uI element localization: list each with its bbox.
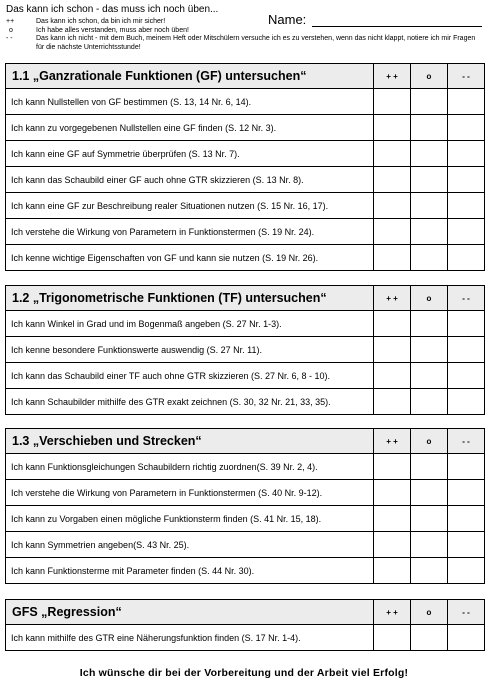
- table-row: [6, 558, 485, 584]
- legend-symbol: o: [9, 26, 13, 34]
- rating-header-minus: - -: [448, 64, 485, 89]
- rating-cell[interactable]: [374, 506, 411, 532]
- rating-cell[interactable]: [411, 480, 448, 506]
- section-table: [5, 599, 485, 651]
- rating-cell[interactable]: [448, 115, 485, 141]
- rating-cell[interactable]: [374, 89, 411, 115]
- item-text: Ich kann zu Vorgaben einen mögliche Funktionsterm finden (S. 41 Nr. 15, 18).: [6, 506, 374, 532]
- rating-cell[interactable]: [448, 193, 485, 219]
- item-text: Ich kann zu vorgegebenen Nullstellen eine GF finden (S. 12 Nr. 3).: [6, 115, 374, 141]
- rating-cell[interactable]: [374, 337, 411, 363]
- rating-cell[interactable]: [448, 167, 485, 193]
- rating-cell[interactable]: [448, 454, 485, 480]
- legend-row: [6, 27, 484, 36]
- rating-cell[interactable]: [411, 219, 448, 245]
- rating-header-minus: - -: [448, 429, 485, 454]
- rating-cell[interactable]: [411, 89, 448, 115]
- rating-cell[interactable]: [374, 311, 411, 337]
- table-row: [6, 625, 485, 651]
- rating-cell[interactable]: [374, 389, 411, 415]
- rating-header-o: o: [411, 64, 448, 89]
- item-text: Ich kann Winkel in Grad und im Bogenmaß angeben (S. 27 Nr. 1-3).: [6, 311, 374, 337]
- table-row: [6, 141, 485, 167]
- rating-cell[interactable]: [448, 625, 485, 651]
- section-title: 1.1 „Ganzrationale Funktionen (GF) untersuchen“: [6, 64, 374, 89]
- table-row: [6, 454, 485, 480]
- rating-cell[interactable]: [448, 558, 485, 584]
- rating-cell[interactable]: [411, 389, 448, 415]
- rating-cell[interactable]: [374, 141, 411, 167]
- legend-text: Das kann ich schon, da bin ich mir sicher!: [36, 18, 166, 25]
- rating-cell[interactable]: [448, 141, 485, 167]
- section-table: [5, 63, 485, 271]
- rating-header-o: o: [411, 286, 448, 311]
- rating-header-o: o: [411, 600, 448, 625]
- item-text: Ich kenne wichtige Eigenschaften von GF und kann sie nutzen (S. 19 Nr. 26).: [6, 245, 374, 271]
- rating-cell[interactable]: [374, 245, 411, 271]
- rating-header-plus: + +: [374, 429, 411, 454]
- rating-cell[interactable]: [374, 115, 411, 141]
- section-title: GFS „Regression“: [6, 600, 374, 625]
- section-header-row: [6, 429, 485, 454]
- rating-cell[interactable]: [448, 219, 485, 245]
- item-text: Ich kann mithilfe des GTR eine Näherungsfunktion finden (S. 17 Nr. 1-4).: [6, 625, 374, 651]
- rating-header-plus: + +: [374, 600, 411, 625]
- rating-cell[interactable]: [411, 625, 448, 651]
- item-text: Ich kann Funktionsterme mit Parameter finden (S. 44 Nr. 30).: [6, 558, 374, 584]
- item-text: Ich kann eine GF zur Beschreibung realer Situationen nutzen (S. 15 Nr. 16, 17).: [6, 193, 374, 219]
- table-row: [6, 245, 485, 271]
- table-row: [6, 506, 485, 532]
- legend-row: [6, 18, 484, 27]
- name-label: Name:: [268, 12, 307, 27]
- table-row: [6, 337, 485, 363]
- rating-cell[interactable]: [374, 454, 411, 480]
- rating-cell[interactable]: [374, 558, 411, 584]
- item-text: Ich kann eine GF auf Symmetrie überprüfen (S. 13 Nr. 7).: [6, 141, 374, 167]
- legend-symbol: - -: [6, 35, 13, 42]
- closing-message: Ich wünsche dir bei der Vorbereitung und der Arbeit viel Erfolg!: [79, 667, 409, 679]
- rating-cell[interactable]: [448, 337, 485, 363]
- rating-cell[interactable]: [374, 219, 411, 245]
- rating-cell[interactable]: [411, 245, 448, 271]
- table-row: [6, 115, 485, 141]
- rating-cell[interactable]: [411, 167, 448, 193]
- rating-cell[interactable]: [411, 532, 448, 558]
- rating-legend: [6, 18, 484, 52]
- table-row: [6, 167, 485, 193]
- section-header-row: [6, 600, 485, 625]
- table-row: [6, 480, 485, 506]
- item-text: Ich kann das Schaubild einer TF auch ohne GTR skizzieren (S. 27 Nr. 6, 8 - 10).: [6, 363, 374, 389]
- legend-text: Das kann ich nicht - mit dem Buch, meinem Heft oder Mitschülern versuche ich es zu verstehen, wenn das nicht klappt, notiere ich mir Fragen für die nächste Unterrichtsstunde!: [36, 35, 476, 51]
- table-row: [6, 363, 485, 389]
- section-title: 1.2 „Trigonometrische Funktionen (TF) untersuchen“: [6, 286, 374, 311]
- rating-cell[interactable]: [411, 311, 448, 337]
- rating-cell[interactable]: [411, 363, 448, 389]
- rating-cell[interactable]: [411, 506, 448, 532]
- table-row: [6, 389, 485, 415]
- table-row: [6, 193, 485, 219]
- item-text: Ich kann Symmetrien angeben(S. 43 Nr. 25).: [6, 532, 374, 558]
- section-title: 1.3 „Verschieben und Strecken“: [6, 429, 374, 454]
- rating-cell[interactable]: [374, 625, 411, 651]
- item-text: Ich kann Schaubilder mithilfe des GTR exakt zeichnen (S. 30, 32 Nr. 21, 33, 35).: [6, 389, 374, 415]
- item-text: Ich kann Nullstellen von GF bestimmen (S. 13, 14 Nr. 6, 14).: [6, 89, 374, 115]
- rating-cell[interactable]: [448, 506, 485, 532]
- rating-header-plus: + +: [374, 64, 411, 89]
- worksheet-title: Das kann ich schon - das muss ich noch üben...: [6, 4, 219, 15]
- rating-cell[interactable]: [448, 311, 485, 337]
- item-text: Ich kann das Schaubild einer GF auch ohne GTR skizzieren (S. 13 Nr. 8).: [6, 167, 374, 193]
- rating-cell[interactable]: [411, 454, 448, 480]
- section-table: [5, 428, 485, 584]
- item-text: Ich verstehe die Wirkung von Parametern in Funktionstermen (S. 40 Nr. 9-12).: [6, 480, 374, 506]
- rating-header-plus: + +: [374, 286, 411, 311]
- worksheet-header: [6, 4, 484, 60]
- table-row: [6, 89, 485, 115]
- rating-cell[interactable]: [448, 389, 485, 415]
- item-text: Ich kenne besondere Funktionswerte auswendig (S. 27 Nr. 11).: [6, 337, 374, 363]
- rating-header-minus: - -: [448, 600, 485, 625]
- rating-header-o: o: [411, 429, 448, 454]
- legend-symbol: ++: [6, 18, 15, 25]
- rating-cell[interactable]: [448, 480, 485, 506]
- rating-cell[interactable]: [374, 167, 411, 193]
- rating-cell[interactable]: [411, 193, 448, 219]
- section-table: [5, 285, 485, 415]
- rating-cell[interactable]: [411, 558, 448, 584]
- section-header-row: [6, 286, 485, 311]
- rating-cell[interactable]: [411, 337, 448, 363]
- rating-cell[interactable]: [448, 363, 485, 389]
- item-text: Ich kann Funktionsgleichungen Schaubildern richtig zuordnen(S. 39 Nr. 2, 4).: [6, 454, 374, 480]
- legend-row: [6, 35, 484, 52]
- rating-cell[interactable]: [374, 480, 411, 506]
- item-text: Ich verstehe die Wirkung von Parametern in Funktionstermen (S. 19 Nr. 24).: [6, 219, 374, 245]
- rating-cell[interactable]: [411, 115, 448, 141]
- rating-header-minus: - -: [448, 286, 485, 311]
- table-row: [6, 532, 485, 558]
- legend-text: Ich habe alles verstanden, muss aber noch üben!: [36, 26, 189, 34]
- rating-cell[interactable]: [448, 245, 485, 271]
- table-row: [6, 219, 485, 245]
- table-row: [6, 311, 485, 337]
- rating-cell[interactable]: [374, 532, 411, 558]
- rating-cell[interactable]: [448, 89, 485, 115]
- section-header-row: [6, 64, 485, 89]
- rating-cell[interactable]: [411, 141, 448, 167]
- rating-cell[interactable]: [448, 532, 485, 558]
- rating-cell[interactable]: [374, 193, 411, 219]
- rating-cell[interactable]: [374, 363, 411, 389]
